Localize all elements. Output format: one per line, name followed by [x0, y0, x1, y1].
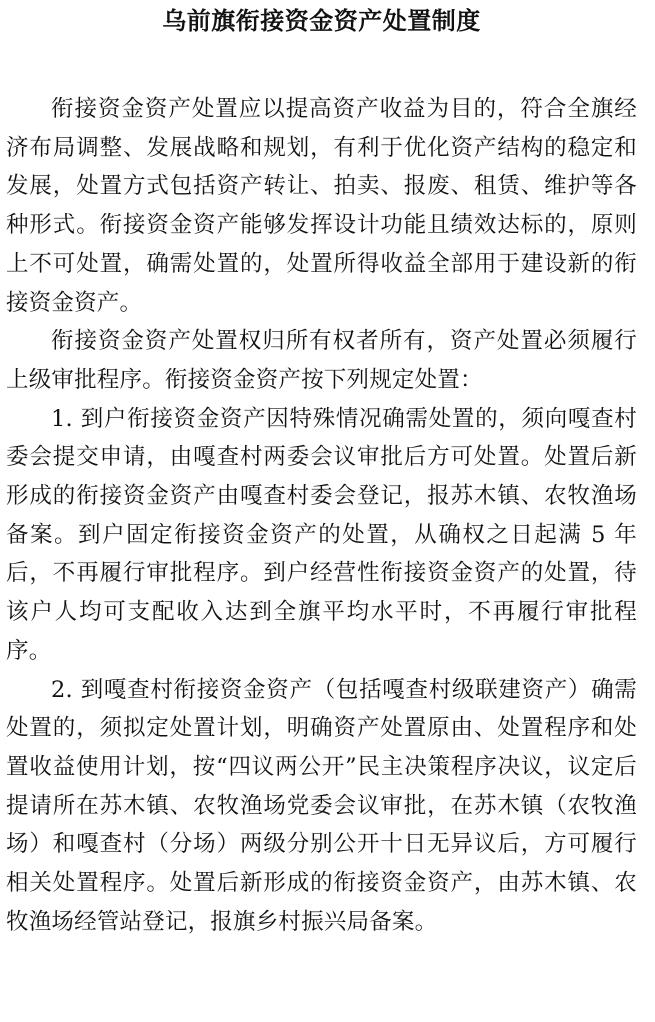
title-spacer	[6, 46, 637, 90]
paragraph-village-assets: 2. 到嘎查村衔接资金资产（包括嘎查村级联建资产）确需处置的，须拟定处置计划，明确资产处置原由、处置程序和处置收益使用计划，按“四议两公开”民主决策程序决议，议定后提请所在苏木镇、农牧渔场党委会议审批，在苏木镇（农牧渔场）和嘎查村（分场）两级分别公开十日无异议后，方可履行相关处置程序。处置后新形成的衔接资金资产，由苏木镇、农牧渔场经管站登记，报旗乡村振兴局备案。	[6, 676, 637, 935]
paragraph-disposal-authority: 衔接资金资产处置权归所有权者所有，资产处置必须履行上级审批程序。衔接资金资产按下列规定处置：	[6, 328, 637, 393]
paragraph-household-assets: 1. 到户衔接资金资产因特殊情况确需处置的，须向嘎查村委会提交申请，由嘎查村两委会议审批后方可处置。处置后新形成的衔接资金资产由嘎查村委会登记，报苏木镇、农牧渔场备案。到户固定衔接资金资产的处置，从确权之日起满 5 年后，不再履行审批程序。到户经营性衔接资金资产的处置，待该户人均可支配收入达到全旗平均水平时，不再履行审批程序。	[6, 405, 637, 664]
paragraph-disposal-purpose: 衔接资金资产处置应以提高资产收益为目的，符合全旗经济布局调整、发展战略和规划，有利于优化资产结构的稳定和发展，处置方式包括资产转让、拍卖、报废、租赁、维护等各种形式。衔接资金资产能够发挥设计功能且绩效达标的，原则上不可处置，确需处置的，处置所得收益全部用于建设新的衔接资金资产。	[6, 96, 637, 316]
document-title: 乌前旗衔接资金资产处置制度	[162, 7, 481, 35]
